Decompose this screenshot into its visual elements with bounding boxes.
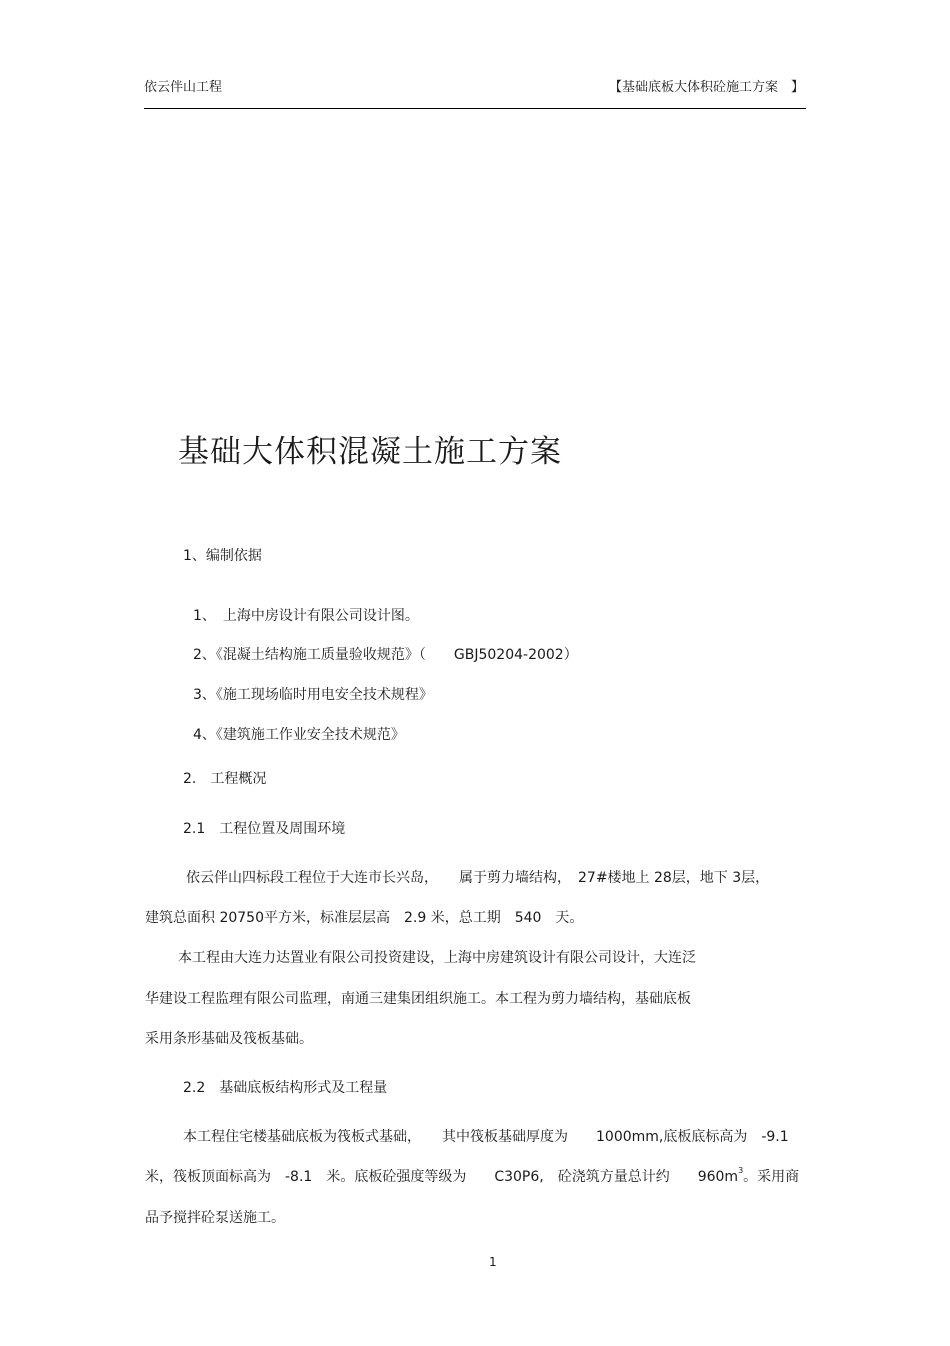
paragraph-parties-line2: 华建设工程监理有限公司监理，南通三建集团组织施工。本工程为剪力墙结构，基础底板 xyxy=(145,991,691,1007)
reference-item-1: 1、 上海中房设计有限公司设计图。 xyxy=(193,608,419,624)
paragraph-parties-line1: 本工程由大连力达置业有限公司投资建设，上海中房建筑设计有限公司设计，大连泛 xyxy=(178,950,696,966)
paragraph-raft-line3: 品予搅拌砼泵送施工。 xyxy=(145,1210,285,1226)
paragraph-raft-line1: 本工程住宅楼基础底板为筏板式基础， 其中筏板基础厚度为 1000mm,底板底标高为 -9.1 xyxy=(183,1129,789,1145)
paragraph-raft-line2 xyxy=(145,1166,799,1186)
reference-item-4: 4、《建筑施工作业安全技术规范》 xyxy=(193,727,405,743)
section1-heading: 1、编制依据 xyxy=(183,548,262,564)
paragraph-parties-line3: 采用条形基础及筏板基础。 xyxy=(145,1031,313,1047)
header-left: 依云伴山工程 xyxy=(144,80,223,95)
section2-2-heading: 2.2 基础底板结构形式及工程量 xyxy=(183,1080,388,1096)
reference-item-2: 2、《混凝土结构施工质量验收规范》（ GBJ50204-2002） xyxy=(193,647,578,663)
paragraph-location-line1: 依云伴山四标段工程位于大连市长兴岛， 属于剪力墙结构， 27#楼地上 28层，地下 3层， xyxy=(186,870,770,886)
section2-heading: 2. 工程概况 xyxy=(183,771,267,787)
cubic-superscript: 3 xyxy=(738,1166,744,1175)
document-title: 基础大体积混凝土施工方案 xyxy=(178,434,562,470)
header-divider xyxy=(144,108,806,109)
paragraph-location-line2: 建筑总面积 20750平方米，标准层层高 2.9 米，总工期 540 天。 xyxy=(145,910,584,926)
section2-1-heading: 2.1 工程位置及周围环境 xyxy=(183,821,346,837)
raft-line2-text: 米，筏板顶面标高为 -8.1 米。底板砼强度等级为 C30P6, 砼浇筑方量总计约 960m xyxy=(145,1169,739,1185)
raft-line2-end: 。采用商 xyxy=(743,1169,800,1185)
page-number: 1 xyxy=(489,1255,497,1269)
header-right: 【基础底板大体积砼施工方案 】 xyxy=(608,80,804,95)
reference-item-3: 3、《施工现场临时用电安全技术规程》 xyxy=(193,687,433,703)
